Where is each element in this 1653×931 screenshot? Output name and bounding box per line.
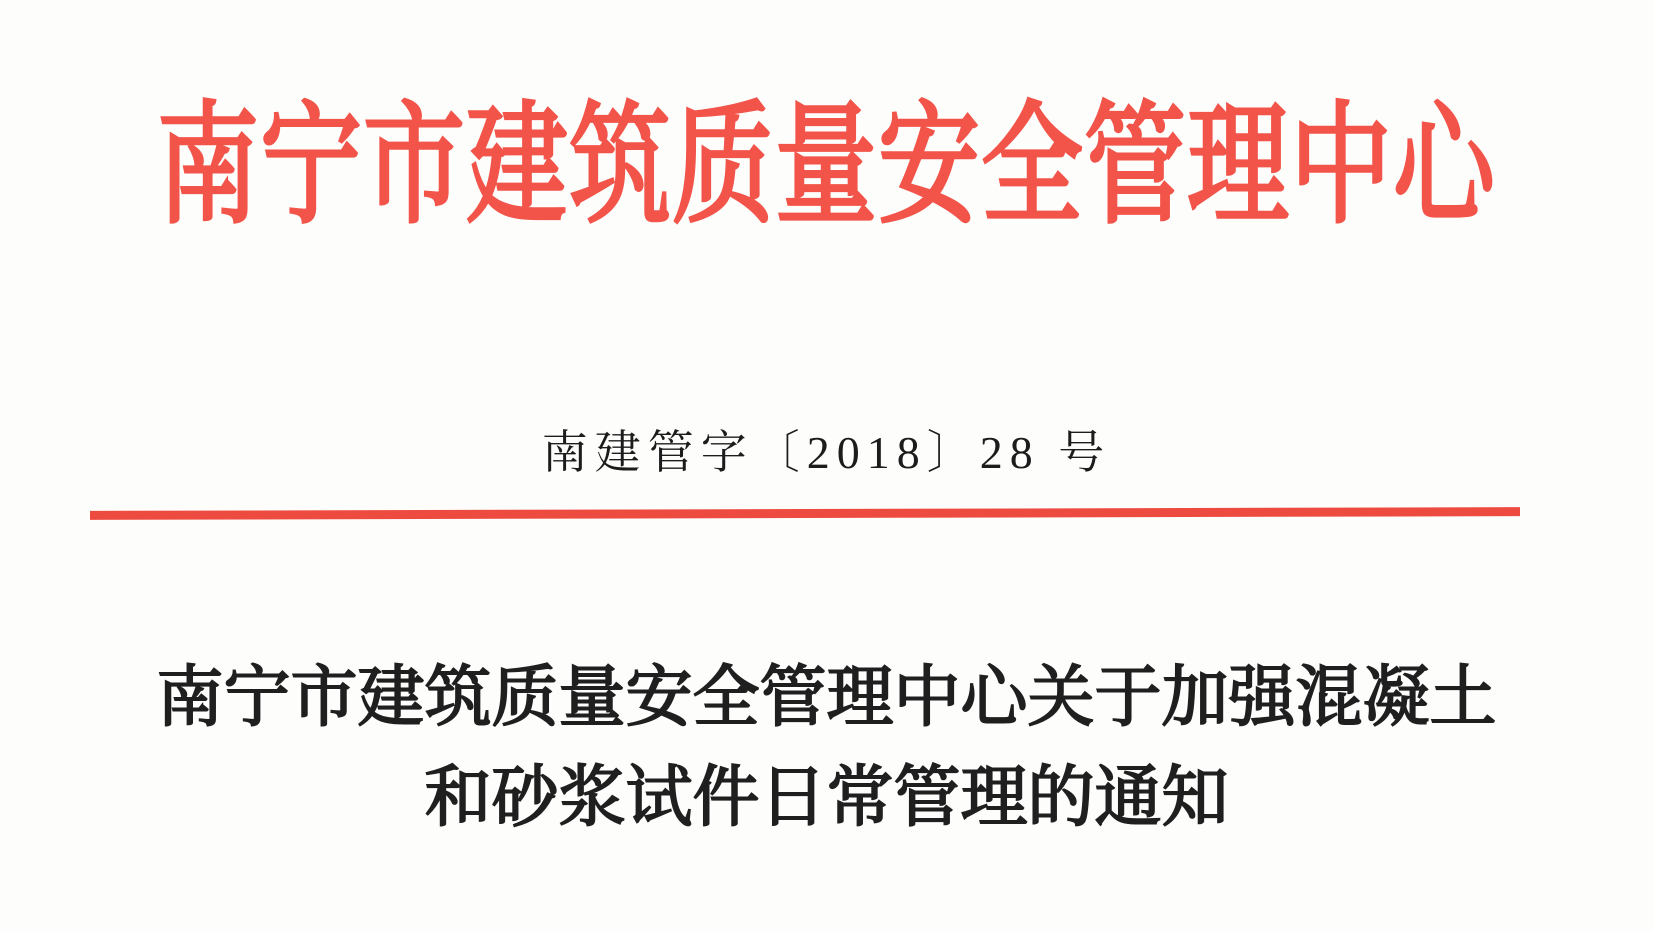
letterhead-org-name: 南宁市建筑质量安全管理中心 (157, 94, 1496, 241)
document-number: 南建管字〔2018〕28 号 (541, 427, 1112, 478)
document-title-line2: 和砂浆试件日常管理的通知 (424, 761, 1229, 835)
red-separator-line (90, 507, 1520, 520)
document-title-line1: 南宁市建筑质量安全管理中心关于加强混凝土 (156, 661, 1497, 735)
document-title (0, 648, 1653, 848)
